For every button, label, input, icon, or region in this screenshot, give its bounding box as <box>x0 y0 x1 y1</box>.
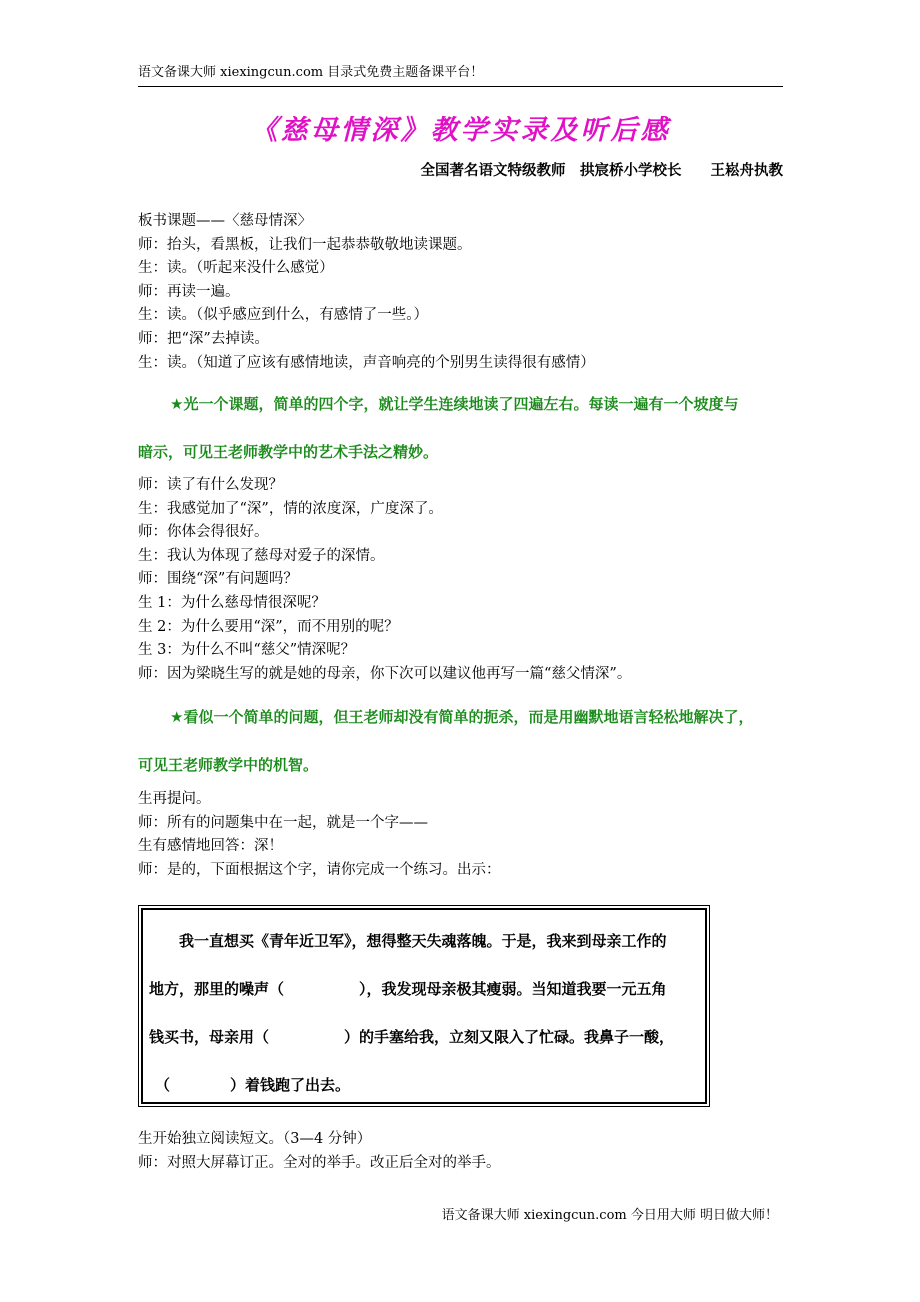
exercise-line: 地方，那里的噪声（ ），我发现母亲极其瘦弱。当知道我要一元五角 <box>149 980 667 998</box>
transcript-section-1 <box>138 210 783 375</box>
transcript-line: 生 3：为什么不叫“慈父”情深呢？ <box>138 642 356 659</box>
exercise-line: （ ）着钱跑了出去。 <box>155 1076 351 1094</box>
transcript-line: 生：读。（似乎感应到什么，有感情了一些。） <box>138 307 428 324</box>
page-header: 语文备课大师 xiexingcun.com 目录式免费主题备课平台！ <box>138 65 484 80</box>
commentary-line: ★看似一个简单的问题，但王老师却没有简单的扼杀，而是用幽默地语言轻松地解决了， <box>170 708 754 726</box>
transcript-line: 生：我认为体现了慈母对爱子的深情。 <box>138 547 385 564</box>
transcript-line: 板书课题——〈慈母情深〉 <box>138 213 312 229</box>
transcript-line: 师：你体会得很好。 <box>138 524 269 541</box>
document-title: 《慈母情深》教学实录及听后感 <box>250 115 671 146</box>
author-line: 全国著名语文特级教师 拱宸桥小学校长 王崧舟执教 <box>420 163 783 179</box>
transcript-line: 师：再读一遍。 <box>138 283 240 300</box>
exercise-box <box>138 905 710 1107</box>
transcript-line: 师：读了有什么发现？ <box>138 477 283 493</box>
exercise-line: 我一直想买《青年近卫军》，想得整天失魂落魄。于是，我来到母亲工作的 <box>179 932 667 950</box>
transcript-line: 师：因为梁晓生写的就是她的母亲，你下次可以建议他再写一篇“慈父情深”。 <box>138 665 632 682</box>
transcript-line: 师：是的，下面根据这个字，请你完成一个练习。出示： <box>138 861 501 878</box>
transcript-line: 师：抬头，看黑板，让我们一起恭恭敬敬地读课题。 <box>138 236 472 253</box>
transcript-line: 生再提问。 <box>138 791 211 807</box>
commentary-line: 暗示，可见王老师教学中的艺术手法之精妙。 <box>138 443 439 461</box>
transcript-line: 生：读。（知道了应该有感情地读，声音响亮的个别男生读得很有感情） <box>138 354 595 371</box>
transcript-line: 师：对照大屏幕订正。全对的举手。改正后全对的举手。 <box>138 1154 501 1171</box>
transcript-section-4 <box>138 1128 783 1175</box>
transcript-line: 生有感情地回答：深！ <box>138 838 283 855</box>
commentary-line: 可见王老师教学中的机智。 <box>138 756 319 774</box>
exercise-line: 钱买书，母亲用（ ）的手塞给我，立刻又限入了忙碌。我鼻子一酸， <box>149 1028 675 1046</box>
transcript-line: 师：把“深”去掉读。 <box>138 330 269 347</box>
transcript-line: 生开始独立阅读短文。（3—4 分钟） <box>138 1131 372 1147</box>
transcript-section-3 <box>138 788 783 882</box>
transcript-line: 生 1：为什么慈母情很深呢？ <box>138 594 326 611</box>
transcript-line: 生：我感觉加了“深”，情的浓度深，广度深了。 <box>138 500 443 517</box>
page-footer: 语文备课大师 xiexingcun.com 今日用大师 明日做大师！ <box>441 1208 778 1223</box>
transcript-line: 生 2：为什么要用“深”，而不用别的呢？ <box>138 618 399 635</box>
exercise-box-inner <box>141 908 707 1104</box>
transcript-section-2 <box>138 474 783 686</box>
header-divider <box>138 86 783 87</box>
transcript-line: 师：围绕“深”有问题吗？ <box>138 571 298 588</box>
commentary-line: ★光一个课题，简单的四个字，就让学生连续地读了四遍左右。每读一遍有一个坡度与 <box>170 395 739 413</box>
transcript-line: 师：所有的问题集中在一起，就是一个字—— <box>138 814 428 831</box>
transcript-line: 生：读。（听起来没什么感觉） <box>138 260 334 277</box>
